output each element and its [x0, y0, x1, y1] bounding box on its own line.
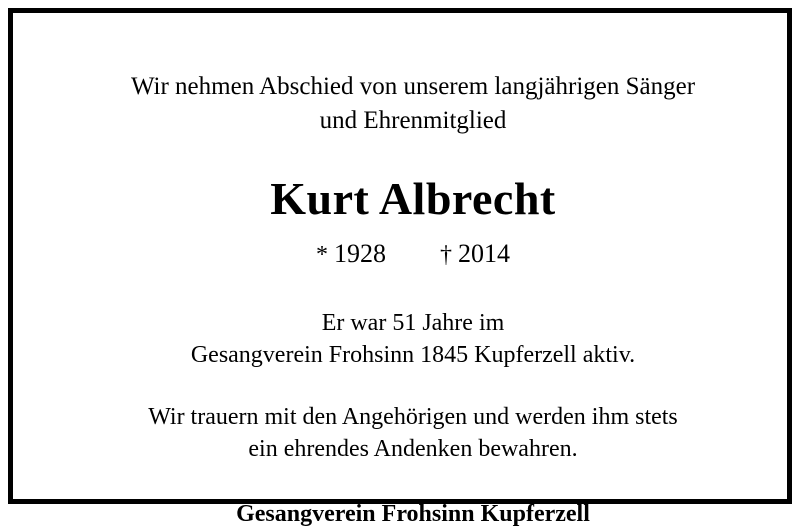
membership-line-1: Er war 51 Jahre im [321, 310, 505, 336]
notice-frame-border [8, 8, 792, 527]
intro-block [66, 70, 760, 138]
birth-date [316, 238, 386, 271]
condolence-line-2: ein ehrendes Andenken bewahren. [248, 436, 578, 462]
birth-year: 1928 [334, 239, 386, 268]
condolence-line-1: Wir trauern mit den Angehörigen und werden ihm stets [148, 404, 678, 430]
birth-star-icon: * [316, 242, 328, 268]
membership-block [66, 307, 760, 371]
death-year: 2014 [458, 239, 510, 268]
intro-line-2: und Ehrenmitglied [319, 107, 507, 134]
deceased-name: Kurt Albrecht [270, 173, 556, 224]
condolence-block [66, 401, 760, 465]
notice-content [26, 26, 800, 527]
intro-line-1: Wir nehmen Abschied von unserem langjährigen Sänger [130, 73, 696, 100]
death-cross-icon: † [440, 242, 452, 268]
signature-organization: Gesangverein Frohsinn Kupferzell [236, 501, 590, 527]
death-date [440, 238, 510, 271]
membership-line-2: Gesangverein Frohsinn 1845 Kupferzell aktiv. [190, 342, 636, 368]
life-dates [66, 238, 760, 271]
